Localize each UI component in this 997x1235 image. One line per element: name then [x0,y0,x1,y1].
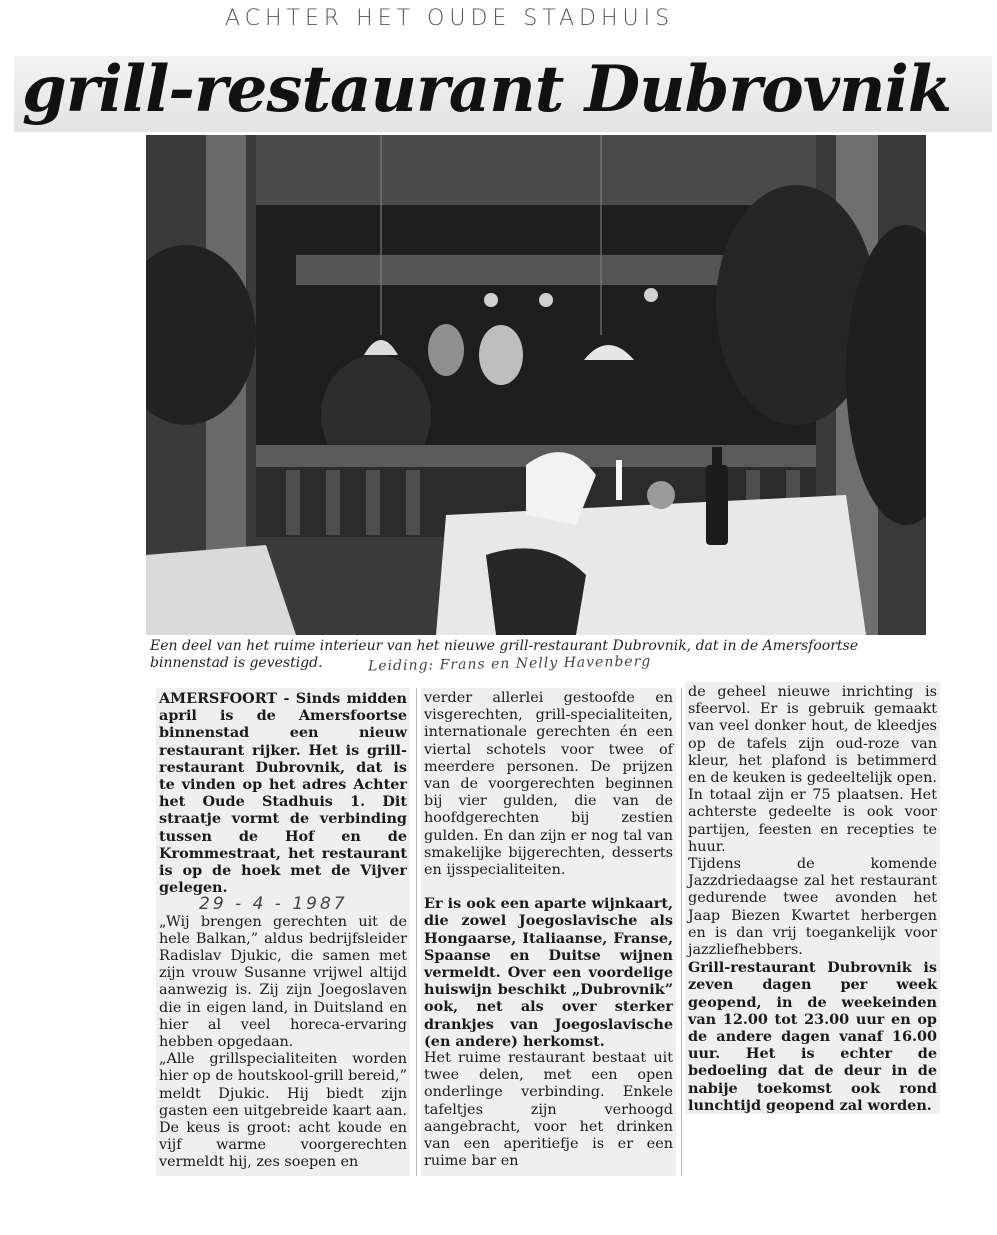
column-divider [681,688,682,1176]
article-paragraph-bold: Grill-restaurant Dubrovnik is zeven dagen per week geopend, in de weekeinden van 12.00 tot 23.00 uur en op de andere dagen vanaf 16.00 uur. Het is echter de bedoeling dat de deur in de nabije toekomst ook rond lunchtijd geopend zal worden. [688,959,937,1114]
article-paragraph: de geheel nieuwe inrichting is sfeervol. Er is gebruik gemaakt van veel donker hout, de kleedjes op de tafels zijn oud-roze van kleur, het plafond is betimmerd en de keuken is gedeeltelijk open. In totaal zijn er 75 plaatsen. Het achterste gedeelte is ook voor partijen, feesten en recepties te huur. [688,684,937,855]
paragraph-separator [424,879,673,895]
article-column-1 [156,688,410,1176]
restaurant-interior-photo [146,135,926,635]
article-paragraph: Tijdens de komende Jazzdriedaagse zal het restaurant gedurende twee avonden het Jaap Biezen Kwartet herbergen en is dan vrij toegankelijk voor jazzliefhebbers. [688,856,937,959]
article-paragraph: „Wij brengen gerechten uit de hele Balkan,” aldus bedrijfsleider Radislav Djukic, die samen met zijn vrouw Susanne vrijwel altijd aanwezig is. Zij zijn Joegoslaven die in eigen land, in Duitsland en hier al veel horeca-ervaring hebben opgedaan. [159,913,407,1051]
article-paragraph: verder allerlei gestoofde en visgerechten, grill-specialiteiten, internationale gerechten én een viertal schotels voor twee of meerdere personen. De prijzen van de voorgerechten beginnen bij vier gulden, die van de hoofdgerechten bij zestien gulden. En dan zijn er nog tal van smakelijke bijgerechten, desserts en ijsspecialiteiten. [424,690,673,879]
article-paragraph: „Alle grillspecialiteiten worden hier op de houtskool-grill bereid,” meldt Djukic. Hij biedt zijn gasten een uitgebreide kaart aan. De keus is groot: acht koude en vijf warme voorgerechten vermeldt hij, zes soepen en [159,1051,407,1171]
article-column-2 [421,688,676,1176]
photo-caption: Een deel van het ruime interieur van het nieuwe grill-restaurant Dubrovnik, dat in de Amersfoortse binnenstad is gevestigd. [150,638,858,671]
handwritten-caption-note: Leiding: Frans en Nelly Havenberg [367,653,652,675]
article-paragraph: Het ruime restaurant bestaat uit twee delen, met een open onderlinge verbinding. Enkele tafeltjes zijn verhoogd aangebracht, voor het drinken van een aperitiefje is er een ruime bar en [424,1050,673,1170]
column-divider [416,688,417,1176]
article-lead: AMERSFOORT - Sinds midden april is de Amersfoortse binnenstad een nieuw restaurant rijker. Het is grill-restaurant Dubrovnik, dat is te vinden op het adres Achter het Oude Stadhuis 1. Dit straatje vormt de verbinding tussen de Hof en de Krommestraat, het restaurant is op de hoek met de Vijver gelegen. [159,690,407,897]
headline: grill-restaurant Dubrovnik [22,52,952,127]
article-column-3 [685,682,940,1114]
article-paragraph-bold: Er is ook een aparte wijnkaart, die zowel Joegoslavische als Hongaarse, Italiaanse, Franse, Spaanse en Duitse wijnen vermeldt. Over een voordelige huiswijn beschikt „Dubrovnik” ook, net als over sterker drankjes van Joegoslavische (en andere) herkomst. [424,895,673,1050]
handwritten-header: ACHTER HET OUDE STADHUIS [225,6,675,31]
handwritten-date: 29 - 4 - 1987 [199,894,348,915]
